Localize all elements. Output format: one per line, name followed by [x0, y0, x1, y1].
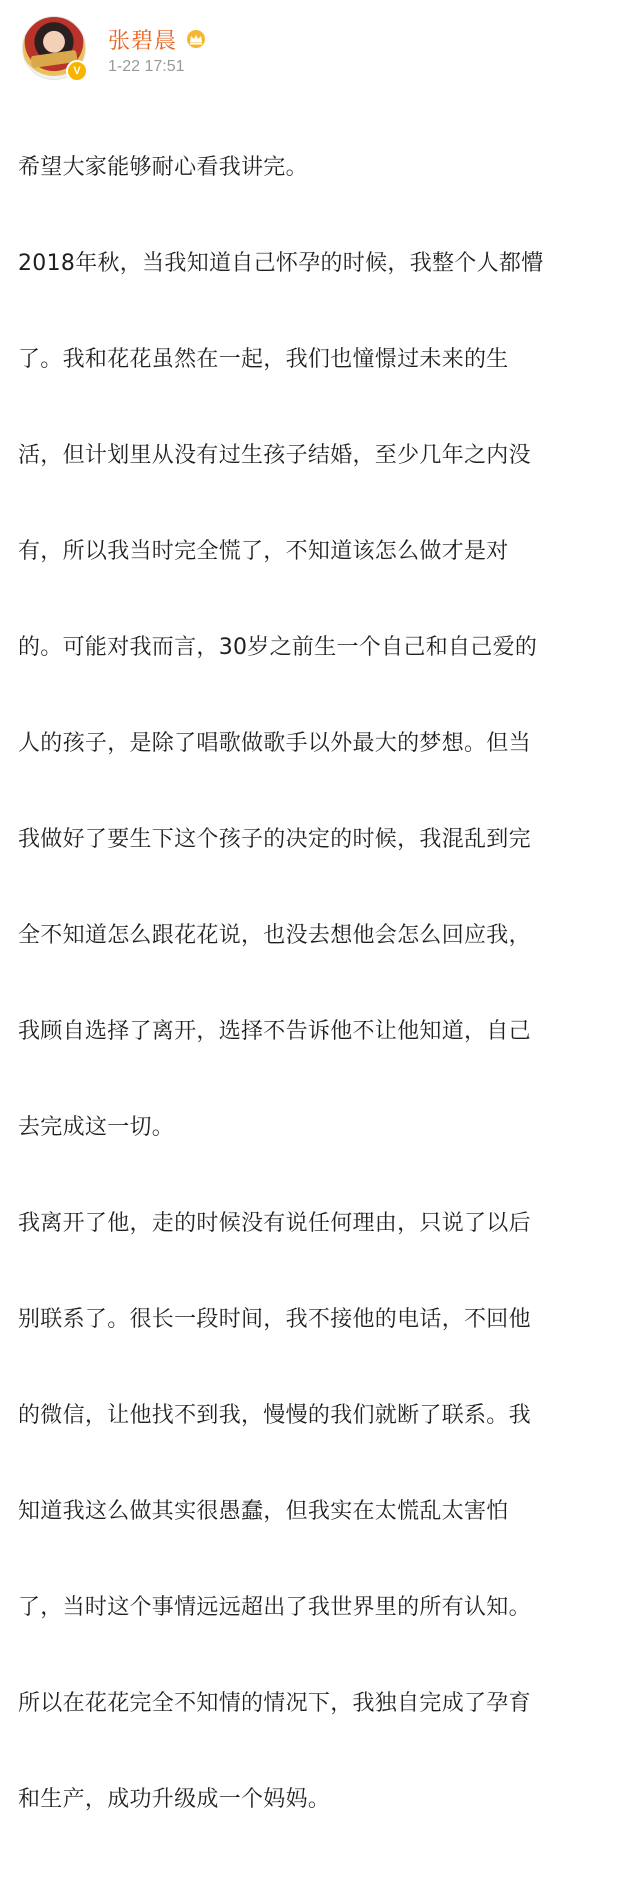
post-line: 2018年秋，当我知道自己怀孕的时候，我整个人都懵 — [18, 251, 544, 276]
post-line: 我顾自选择了离开，选择不告诉他不让他知道，自己 — [18, 1019, 531, 1044]
post-line: 我离开了他，走的时候没有说任何理由，只说了以后 — [18, 1211, 531, 1236]
avatar[interactable] — [22, 16, 88, 82]
post-line: 的。可能对我而言，30岁之前生一个自己和自己爱的 — [18, 635, 538, 660]
author-name-row — [108, 24, 207, 54]
post-line: 的微信，让他找不到我，慢慢的我们就断了联系。我 — [18, 1403, 531, 1428]
post-line: 知道我这么做其实很愚蠢，但我实在太慌乱太害怕 — [18, 1499, 509, 1524]
post-line: 我做好了要生下这个孩子的决定的时候，我混乱到完 — [18, 827, 531, 852]
post-line: 别联系了。很长一段时间，我不接他的电话，不回他 — [18, 1307, 531, 1332]
verified-v-icon: V — [66, 60, 88, 82]
post-header — [20, 14, 620, 84]
post-line: 和生产，成功升级成一个妈妈。 — [18, 1787, 331, 1812]
post-content — [18, 88, 626, 1880]
post-line: 人的孩子，是除了唱歌做歌手以外最大的梦想。但当 — [18, 731, 531, 756]
post-line: 全不知道怎么跟花花说，也没去想他会怎么回应我， — [18, 923, 531, 948]
post-line: 有，所以我当时完全慌了，不知道该怎么做才是对 — [18, 539, 509, 564]
post-line: 活，但计划里从没有过生孩子结婚，至少几年之内没 — [18, 443, 531, 468]
post-line: 了。我和花花虽然在一起，我们也憧憬过未来的生 — [18, 347, 509, 372]
post-timestamp: 1-22 17:51 — [108, 58, 185, 75]
author-name[interactable]: 张碧晨 — [108, 28, 178, 54]
post-line: 去完成这一切。 — [18, 1115, 175, 1140]
post-line: 了，当时这个事情远远超出了我世界里的所有认知。 — [18, 1595, 531, 1620]
crown-icon — [185, 30, 207, 48]
post-line: 所以在花花完全不知情的情况下，我独自完成了孕育 — [18, 1691, 531, 1716]
post-line: 希望大家能够耐心看我讲完。 — [18, 155, 308, 180]
